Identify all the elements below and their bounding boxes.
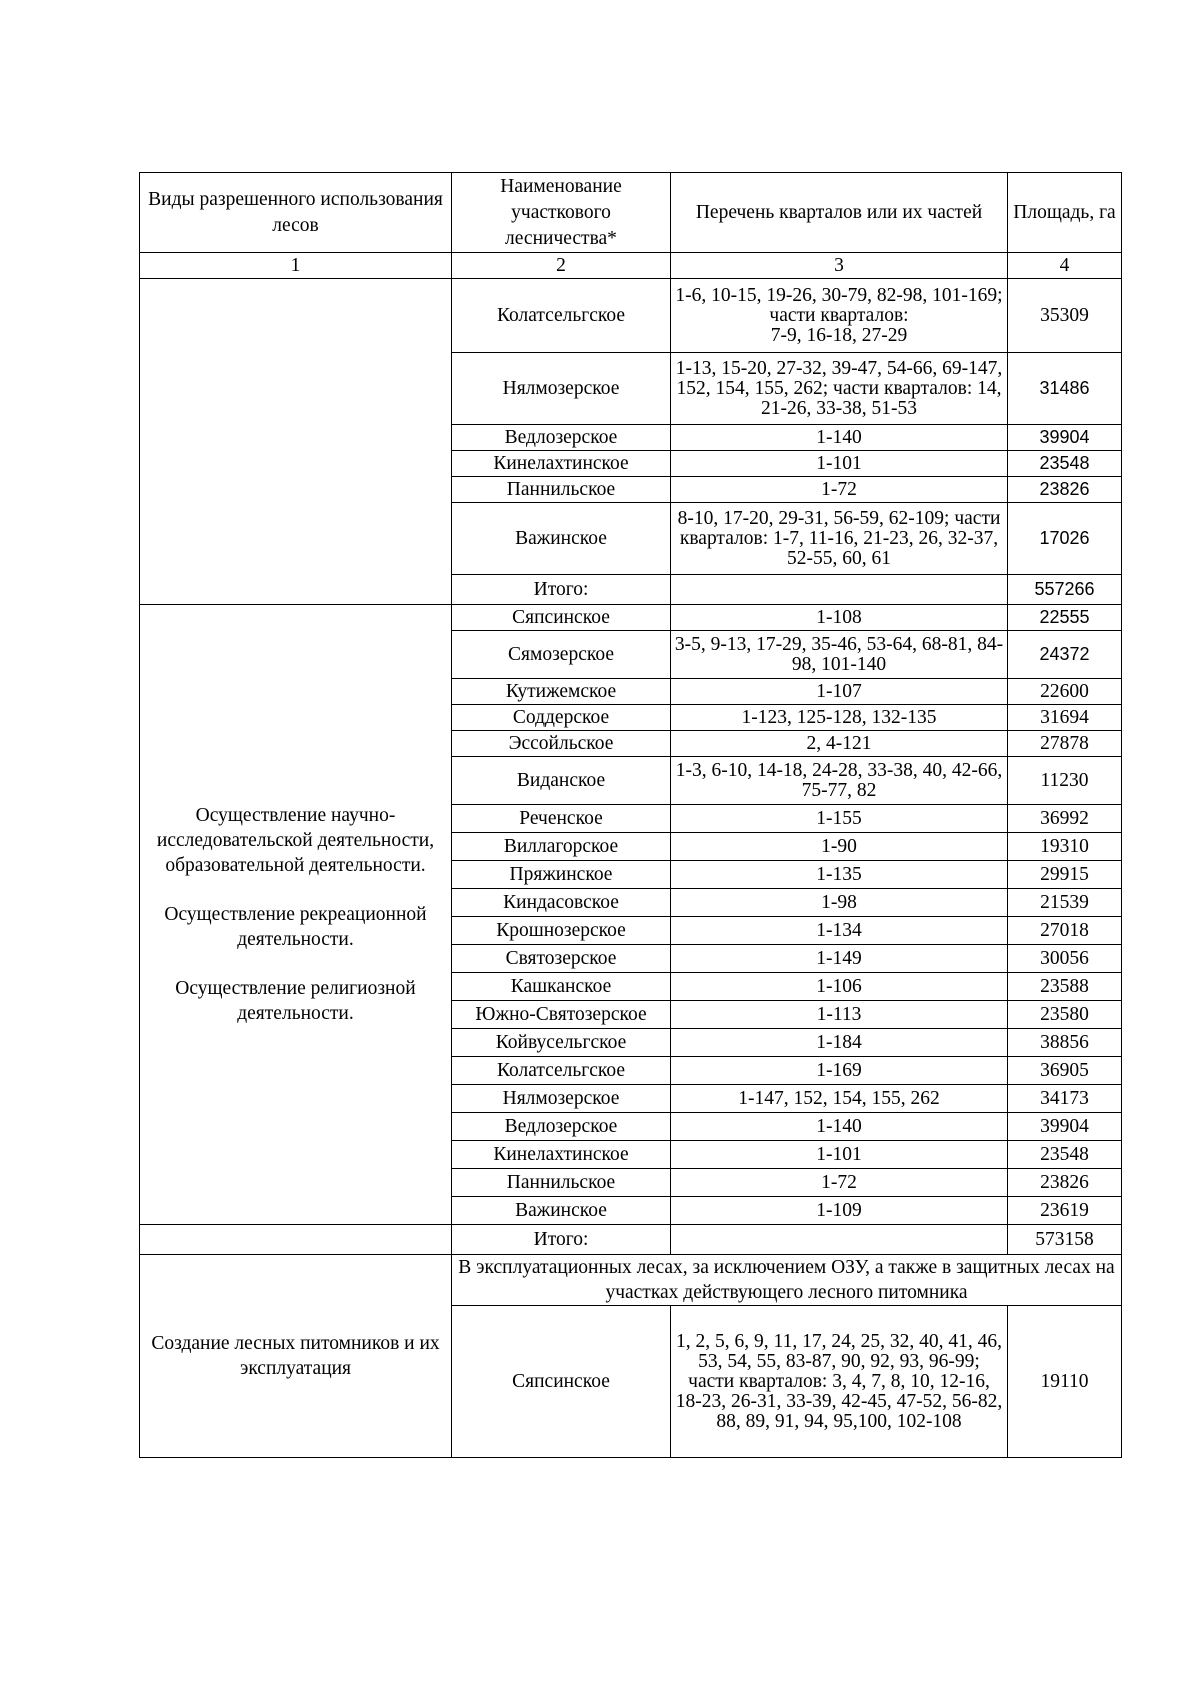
forestry-name: Киндасовское: [452, 889, 671, 917]
total-row: [140, 1225, 1122, 1255]
forestry-name: Крошнозерское: [452, 917, 671, 945]
header-col-1: Виды разрешенного использования лесов: [140, 173, 452, 253]
forestry-name: Реченское: [452, 805, 671, 833]
table-row: [140, 279, 1122, 353]
quarters-list: 1-140: [671, 425, 1008, 451]
quarters-list: 1-72: [671, 477, 1008, 503]
header-col-2: Наименование участкового лесничества*: [452, 173, 671, 253]
empty-cell: [671, 1225, 1008, 1255]
forestry-name: Соддерское: [452, 705, 671, 731]
area-value: 23580: [1008, 1001, 1122, 1029]
quarters-list: 1-134: [671, 917, 1008, 945]
quarters-list: 1-101: [671, 451, 1008, 477]
forestry-name: Пряжинское: [452, 861, 671, 889]
forestry-name: Колатсельгское: [452, 1057, 671, 1085]
forestry-name: Южно-Святозерское: [452, 1001, 671, 1029]
total-label: Итого:: [452, 1225, 671, 1255]
forestry-name: Колатсельгское: [452, 279, 671, 353]
col-number: 2: [452, 253, 671, 279]
area-value: 19310: [1008, 833, 1122, 861]
column-number-row: [140, 253, 1122, 279]
total-label: Итого:: [452, 575, 671, 605]
quarters-list: 1-109: [671, 1197, 1008, 1225]
use-type-text: Осуществление научно-исследовательской деятельности, образовательной деятельности.: [156, 805, 435, 876]
area-value: 23826: [1008, 1169, 1122, 1197]
col-number: 3: [671, 253, 1008, 279]
quarters-list: 1-90: [671, 833, 1008, 861]
area-value: 27018: [1008, 917, 1122, 945]
area-value: 34173: [1008, 1085, 1122, 1113]
forestry-name: Сяпсинское: [452, 605, 671, 631]
area-value: 30056: [1008, 945, 1122, 973]
quarters-list: 1-113: [671, 1001, 1008, 1029]
quarters-list: 1-98: [671, 889, 1008, 917]
quarters-list: 1-108: [671, 605, 1008, 631]
forestry-name: Паннильское: [452, 1169, 671, 1197]
header-row: [140, 173, 1122, 253]
quarters-list: 1-123, 125-128, 132-135: [671, 705, 1008, 731]
area-value: 31694: [1008, 705, 1122, 731]
area-value: 23619: [1008, 1197, 1122, 1225]
quarters-list: 1-13, 15-20, 27-32, 39-47, 54-66, 69-147, 152, 154, 155, 262; части кварталов: 14, 21-26, 33-38, 51-53: [671, 353, 1008, 425]
forestry-name: Святозерское: [452, 945, 671, 973]
area-value: 11230: [1008, 757, 1122, 805]
use-type-text: Осуществление религиозной деятельности.: [175, 978, 416, 1024]
area-value: 21539: [1008, 889, 1122, 917]
forestry-name: Нялмозерское: [452, 1085, 671, 1113]
forestry-name: Кинелахтинское: [452, 451, 671, 477]
quarters-list: 1-169: [671, 1057, 1008, 1085]
quarters-list: 1-106: [671, 973, 1008, 1001]
forestry-name: Кашканское: [452, 973, 671, 1001]
use-type-cell: Создание лесных питомников и их эксплуатация: [140, 1255, 452, 1458]
forestry-name: Койвусельгское: [452, 1029, 671, 1057]
area-value: 38856: [1008, 1029, 1122, 1057]
forestry-name: Ведлозерское: [452, 1113, 671, 1141]
quarters-list: 1-72: [671, 1169, 1008, 1197]
total-value: 557266: [1008, 575, 1122, 605]
quarters-list: 1-155: [671, 805, 1008, 833]
forestry-name: Сямозерское: [452, 631, 671, 679]
area-value: 35309: [1008, 279, 1122, 353]
forestry-name: Важинское: [452, 503, 671, 575]
table-row: [140, 605, 1122, 631]
col-number: 1: [140, 253, 452, 279]
area-value: 39904: [1008, 425, 1122, 451]
area-value: 27878: [1008, 731, 1122, 757]
header-col-4: Площадь, га: [1008, 173, 1122, 253]
quarters-list: 2, 4-121: [671, 731, 1008, 757]
empty-cell: [671, 575, 1008, 605]
col-number: 4: [1008, 253, 1122, 279]
use-type-cell: [140, 279, 452, 605]
forestry-name: Нялмозерское: [452, 353, 671, 425]
quarters-list: 3-5, 9-13, 17-29, 35-46, 53-64, 68-81, 84-98, 101-140: [671, 631, 1008, 679]
note-row: [140, 1255, 1122, 1306]
area-value: 23588: [1008, 973, 1122, 1001]
quarters-list: 1-184: [671, 1029, 1008, 1057]
quarters-list: 1-107: [671, 679, 1008, 705]
location-note: В эксплуатационных лесах, за исключением ОЗУ, а также в защитных лесах на участках действующего лесного питомника: [452, 1255, 1122, 1306]
area-value: 23548: [1008, 451, 1122, 477]
use-type-cell: [140, 605, 452, 1225]
quarters-list: 1-149: [671, 945, 1008, 973]
forestry-name: Виллагорское: [452, 833, 671, 861]
area-value: 39904: [1008, 1113, 1122, 1141]
forestry-name: Ведлозерское: [452, 425, 671, 451]
forestry-name: Кутижемское: [452, 679, 671, 705]
quarters-list: 1-147, 152, 154, 155, 262: [671, 1085, 1008, 1113]
quarters-list: 1-140: [671, 1113, 1008, 1141]
area-value: 36905: [1008, 1057, 1122, 1085]
area-value: 22555: [1008, 605, 1122, 631]
quarters-list: 1-101: [671, 1141, 1008, 1169]
quarters-list: 1, 2, 5, 6, 9, 11, 17, 24, 25, 32, 40, 41, 46, 53, 54, 55, 83-87, 90, 92, 93, 96-99; части кварталов: 3, 4, 7, 8, 10, 12-16, 18-23, 26-31, 33-39, 42-45, 47-52, 56-82, 88, 89, 91, 94, 95,100, 102-108: [671, 1306, 1008, 1458]
use-type-text: Осуществление рекреационной деятельности.: [164, 904, 427, 950]
area-value: 31486: [1008, 353, 1122, 425]
area-value: 24372: [1008, 631, 1122, 679]
total-value: 573158: [1008, 1225, 1122, 1255]
forestry-name: Сяпсинское: [452, 1306, 671, 1458]
forestry-name: Важинское: [452, 1197, 671, 1225]
forestry-name: Паннильское: [452, 477, 671, 503]
quarters-list: 1-3, 6-10, 14-18, 24-28, 33-38, 40, 42-66, 75-77, 82: [671, 757, 1008, 805]
header-col-3: Перечень кварталов или их частей: [671, 173, 1008, 253]
area-value: 22600: [1008, 679, 1122, 705]
quarters-list: 1-135: [671, 861, 1008, 889]
forestry-name: Эссойльское: [452, 731, 671, 757]
area-value: 17026: [1008, 503, 1122, 575]
area-value: 36992: [1008, 805, 1122, 833]
empty-cell: [140, 1225, 452, 1255]
quarters-list: 1-6, 10-15, 19-26, 30-79, 82-98, 101-169; части кварталов: 7-9, 16-18, 27-29: [671, 279, 1008, 353]
area-value: 19110: [1008, 1306, 1122, 1458]
quarters-list: 8-10, 17-20, 29-31, 56-59, 62-109; части кварталов: 1-7, 11-16, 21-23, 26, 32-37, 52-55, 60, 61: [671, 503, 1008, 575]
area-value: 23548: [1008, 1141, 1122, 1169]
forestry-name: Виданское: [452, 757, 671, 805]
area-value: 23826: [1008, 477, 1122, 503]
area-value: 29915: [1008, 861, 1122, 889]
forestry-name: Кинелахтинское: [452, 1141, 671, 1169]
forest-use-table: [139, 172, 1122, 1458]
